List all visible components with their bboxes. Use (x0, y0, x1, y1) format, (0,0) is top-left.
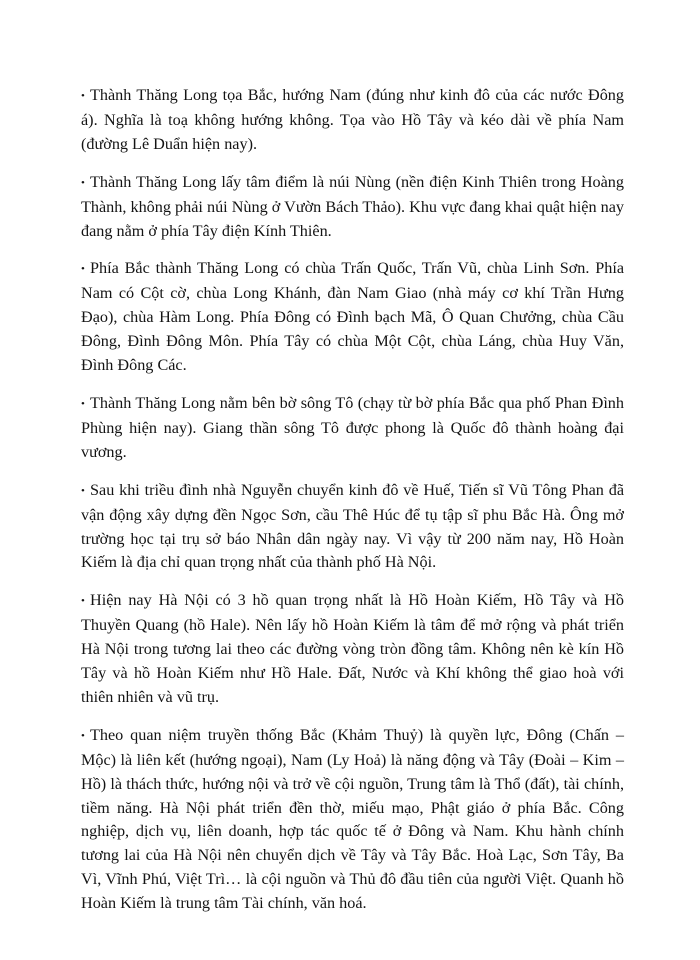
paragraph-7 (81, 724, 624, 916)
paragraph-text: Thành Thăng Long lấy tâm điểm là núi Nùng (nền điện Kinh Thiên trong Hoàng Thành, không phải núi Nùng ở Vườn Bách Thảo). Khu vực đang khai quật hiện nay đang nằm ở phía Tây điện Kính Thiên. (81, 172, 624, 240)
bullet-icon: • (81, 484, 85, 497)
paragraph-text: Hiện nay Hà Nội có 3 hồ quan trọng nhất là Hồ Hoàn Kiếm, Hồ Tây và Hồ Thuyền Quang (hồ Hale). Nên lấy hồ Hoàn Kiếm là tâm để mở rộng và phát triển Hà Nội trong tương lai theo các đường vòng tròn đồng tâm. Không nên kè kín Hồ Tây và hồ Hoàn Kiếm như Hồ Hale. Đất, Nước và Khí không thể giao hoà với thiên nhiên và vũ trụ. (81, 591, 624, 706)
bullet-icon: • (81, 176, 85, 189)
paragraph-2 (81, 171, 624, 244)
paragraph-text: Thành Thăng Long nằm bên bờ sông Tô (chạy từ bờ phía Bắc qua phố Phan Đình Phùng hiện nay). Giang thần sông Tô được phong là Quốc đô thành hoàng đại vương. (81, 393, 624, 461)
paragraph-text: Sau khi triều đình nhà Nguyễn chuyển kinh đô về Huế, Tiến sĩ Vũ Tông Phan đã vận động xây dựng đền Ngọc Sơn, cầu Thê Húc để tụ tập sĩ phu Bắc Hà. Ông mở trường học tại trụ sở báo Nhân dân ngày nay. Vì vậy từ 200 năm nay, Hồ Hoàn Kiếm là địa chỉ quan trọng nhất của thành phố Hà Nội. (81, 480, 624, 572)
paragraph-5 (81, 479, 624, 576)
bullet-icon: • (81, 595, 85, 608)
paragraph-text: Theo quan niệm truyền thống Bắc (Khảm Thuỷ) là quyền lực, Đông (Chấn – Mộc) là liên kết (hướng ngoại), Nam (Ly Hoả) là năng động và Tây (Đoài – Kim – Hồ) là thách thức, hướng nội và trở về cội nguồn, Trung tâm là Thổ (đất), tài chính, tiềm năng. Hà Nội phát triển đền thờ, miếu mạo, Phật giáo ở phía Bắc. Công nghiệp, dịch vụ, liên doanh, hợp tác quốc tế ở Đông và Nam. Khu hành chính tương lai của Hà Nội nên chuyển dịch về Tây và Tây Bắc. Hoà Lạc, Sơn Tây, Ba Vì, Vĩnh Phú, Việt Trì… là cội nguồn và Thủ đô đầu tiên của người Việt. Quanh hồ Hoàn Kiếm là trung tâm Tài chính, văn hoá. (81, 725, 624, 913)
paragraph-3 (81, 257, 624, 378)
paragraph-text: Phía Bắc thành Thăng Long có chùa Trấn Quốc, Trấn Vũ, chùa Linh Sơn. Phía Nam có Cột cờ, chùa Long Khánh, đàn Nam Giao (nhà máy cơ khí Trần Hưng Đạo), chùa Hàm Long. Phía Đông có Đình bạch Mã, Ô Quan Chưởng, chùa Cầu Đông, Đình Đông Môn. Phía Tây có chùa Một Cột, chùa Láng, chùa Huy Văn, Đình Đông Các. (81, 259, 624, 375)
bullet-icon: • (81, 263, 85, 276)
bullet-icon: • (81, 397, 85, 410)
bullet-icon: • (81, 729, 85, 742)
bullet-icon: • (81, 90, 85, 102)
paragraph-6 (81, 589, 624, 710)
paragraph-text: Thành Thăng Long tọa Bắc, hướng Nam (đúng như kinh đô của các nước Đông á). Nghĩa là toạ không hướng không. Tọa vào Hồ Tây và kéo dài về phía Nam (đường Lê Duẩn hiện nay). (81, 86, 624, 153)
paragraph-4 (81, 392, 624, 465)
paragraph-1 (81, 84, 624, 157)
